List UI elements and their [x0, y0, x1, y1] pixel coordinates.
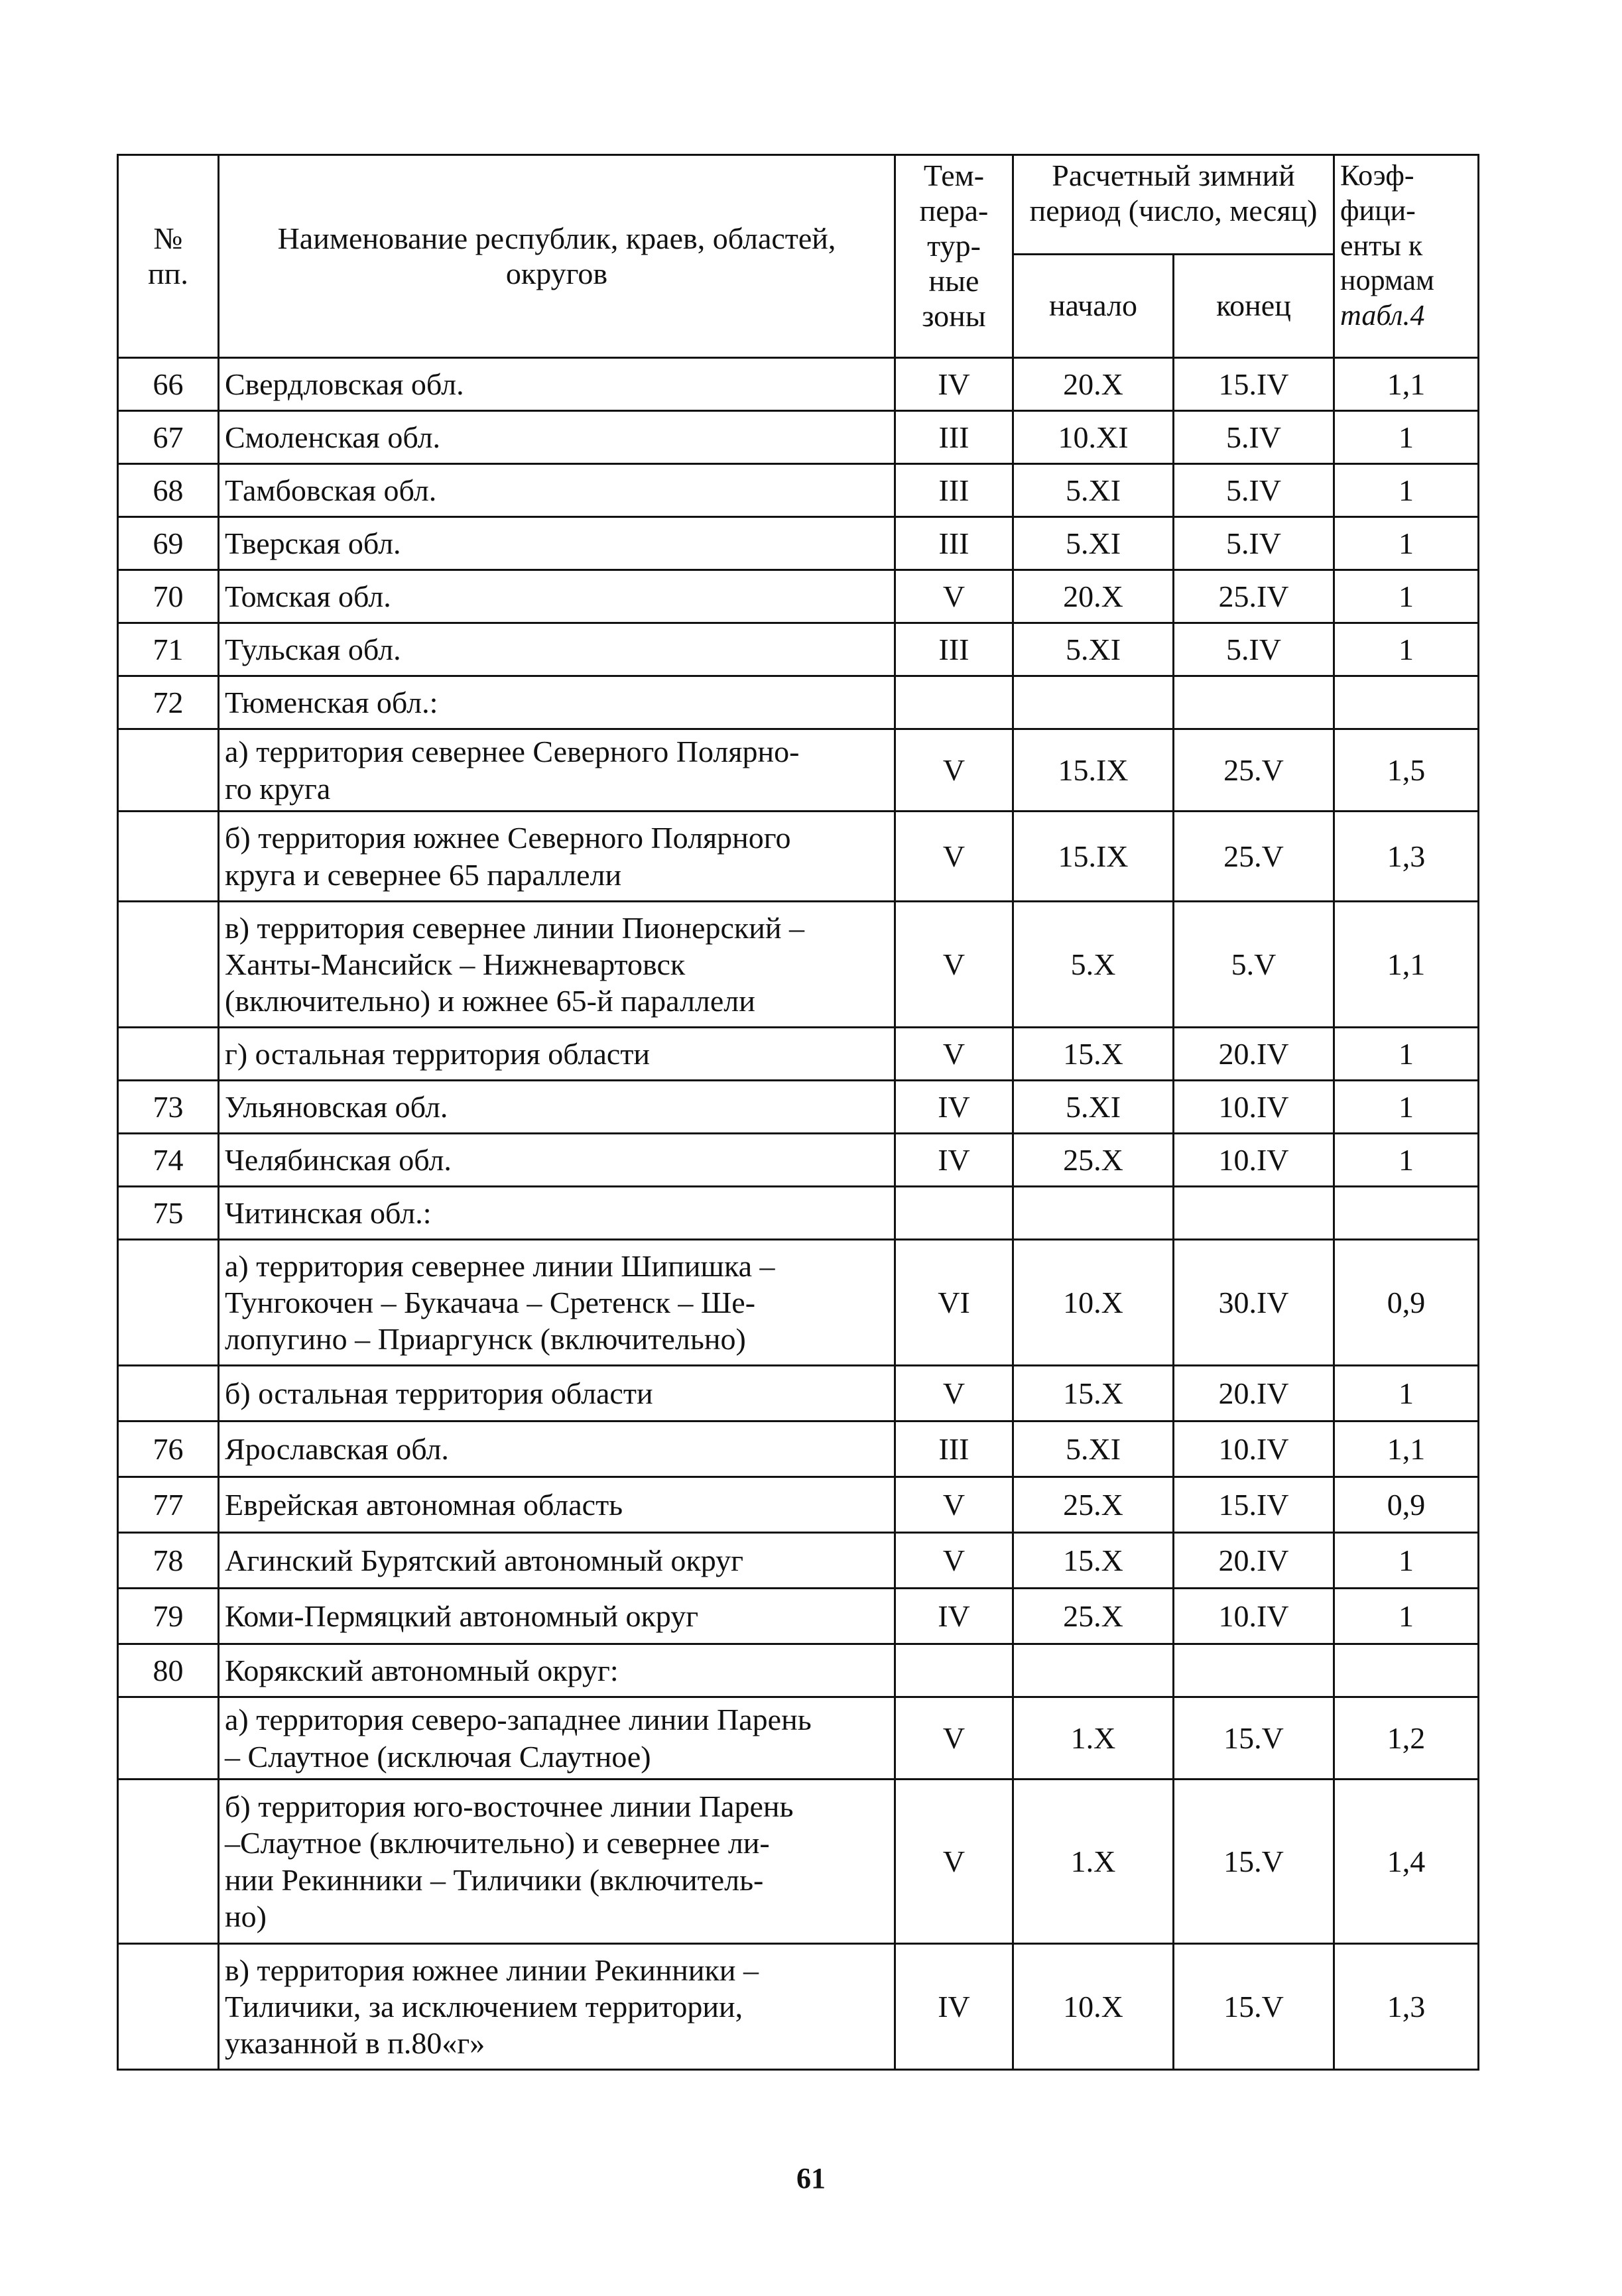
row-period-start: 5.XI: [1013, 1081, 1174, 1134]
row-period-start: 15.IX: [1013, 812, 1174, 902]
row-name: б) территория юго-восточнее линии Парень –Слаутное (включительно) и севернее ли- нии Рекинники – Тиличики (включитель- но): [219, 1780, 895, 1944]
row-temp-zone: IV: [895, 1134, 1013, 1187]
row-temp-zone: V: [895, 812, 1013, 902]
row-period-start: 25.X: [1013, 1134, 1174, 1187]
table-row: [118, 517, 1479, 570]
row-number: 78: [118, 1533, 219, 1589]
row-temp-zone: V: [895, 1780, 1013, 1944]
row-temp-zone: IV: [895, 1589, 1013, 1644]
row-coefficient: [1334, 1644, 1479, 1697]
row-name: Читинская обл.:: [219, 1187, 895, 1240]
row-name: Свердловская обл.: [219, 358, 895, 411]
row-temp-zone: IV: [895, 1944, 1013, 2070]
header-winter-period: Расчетный зимний период (число, месяц): [1013, 155, 1334, 255]
row-period-end: [1174, 1644, 1334, 1697]
row-number: 72: [118, 676, 219, 729]
header-name: Наименование республик, краев, областей, округов: [219, 155, 895, 358]
row-number: [118, 812, 219, 902]
header-temp-zones: Тем- пера- тур- ные зоны: [895, 155, 1013, 358]
row-number: 67: [118, 411, 219, 464]
row-period-end: 15.IV: [1174, 1477, 1334, 1533]
row-number: 76: [118, 1421, 219, 1477]
row-period-start: [1013, 1644, 1174, 1697]
row-period-end: [1174, 676, 1334, 729]
table-row: [118, 1240, 1479, 1366]
row-period-end: 20.IV: [1174, 1533, 1334, 1589]
row-period-end: 5.IV: [1174, 623, 1334, 676]
row-temp-zone: III: [895, 1421, 1013, 1477]
row-name: Коми-Пермяцкий автономный округ: [219, 1589, 895, 1644]
row-number: 69: [118, 517, 219, 570]
row-temp-zone: V: [895, 1366, 1013, 1421]
row-coefficient: 1: [1334, 1081, 1479, 1134]
row-period-start: 20.X: [1013, 570, 1174, 623]
row-name: Тульская обл.: [219, 623, 895, 676]
table-row: [118, 411, 1479, 464]
row-number: 66: [118, 358, 219, 411]
row-period-end: 5.V: [1174, 902, 1334, 1028]
row-name: Еврейская автономная область: [219, 1477, 895, 1533]
row-name: Тверская обл.: [219, 517, 895, 570]
header-coef-table-ref: табл.4: [1340, 299, 1425, 332]
table-row: [118, 1366, 1479, 1421]
row-number: 68: [118, 464, 219, 517]
row-temp-zone: VI: [895, 1240, 1013, 1366]
row-coefficient: 1,3: [1334, 1944, 1479, 2070]
header-num: № пп.: [118, 155, 219, 358]
row-number: 75: [118, 1187, 219, 1240]
row-period-end: 15.V: [1174, 1697, 1334, 1780]
row-name: б) остальная территория области: [219, 1366, 895, 1421]
row-number: 71: [118, 623, 219, 676]
row-period-end: 15.IV: [1174, 358, 1334, 411]
row-name: а) территория северо-западнее линии Парень – Слаутное (исключая Слаутное): [219, 1697, 895, 1780]
row-number: [118, 1697, 219, 1780]
row-name: а) территория севернее линии Шипишка – Тунгокочен – Букачача – Сретенск – Ше- лопугино – Приаргунск (включительно): [219, 1240, 895, 1366]
row-period-end: 10.IV: [1174, 1081, 1334, 1134]
row-period-end: 15.V: [1174, 1944, 1334, 2070]
row-period-end: 10.IV: [1174, 1589, 1334, 1644]
row-number: [118, 1240, 219, 1366]
row-name: Ульяновская обл.: [219, 1081, 895, 1134]
row-period-end: 5.IV: [1174, 464, 1334, 517]
row-period-end: 15.V: [1174, 1780, 1334, 1944]
row-temp-zone: V: [895, 1697, 1013, 1780]
row-period-start: [1013, 676, 1174, 729]
row-coefficient: 1: [1334, 1134, 1479, 1187]
row-period-start: 1.X: [1013, 1697, 1174, 1780]
row-period-end: 10.IV: [1174, 1421, 1334, 1477]
row-coefficient: 1: [1334, 570, 1479, 623]
row-temp-zone: [895, 676, 1013, 729]
row-coefficient: 1,2: [1334, 1697, 1479, 1780]
row-temp-zone: IV: [895, 1081, 1013, 1134]
row-temp-zone: V: [895, 1533, 1013, 1589]
row-coefficient: 1,1: [1334, 902, 1479, 1028]
row-period-start: [1013, 1187, 1174, 1240]
row-name: Ярославская обл.: [219, 1421, 895, 1477]
table-row: [118, 1421, 1479, 1477]
header-coefficients: [1334, 155, 1479, 358]
table-row: [118, 570, 1479, 623]
row-name: Челябинская обл.: [219, 1134, 895, 1187]
row-coefficient: 1: [1334, 517, 1479, 570]
row-period-end: 25.V: [1174, 729, 1334, 812]
row-coefficient: 1: [1334, 1533, 1479, 1589]
row-period-start: 5.XI: [1013, 464, 1174, 517]
row-name: а) территория севернее Северного Полярно- го круга: [219, 729, 895, 812]
header-coef-main: Коэф- фици- енты к нормам: [1340, 159, 1434, 297]
table-row: [118, 1028, 1479, 1081]
header-start: начало: [1013, 255, 1174, 358]
table-row: [118, 812, 1479, 902]
row-period-end: 10.IV: [1174, 1134, 1334, 1187]
row-period-end: 5.IV: [1174, 411, 1334, 464]
row-coefficient: 1: [1334, 1366, 1479, 1421]
row-period-end: 25.V: [1174, 812, 1334, 902]
table-body: [118, 358, 1479, 2070]
row-period-start: 25.X: [1013, 1477, 1174, 1533]
row-name: Смоленская обл.: [219, 411, 895, 464]
table-row: [118, 358, 1479, 411]
table-row: [118, 1644, 1479, 1697]
row-coefficient: 1,1: [1334, 1421, 1479, 1477]
row-period-start: 10.X: [1013, 1944, 1174, 2070]
row-name: Тамбовская обл.: [219, 464, 895, 517]
row-number: 80: [118, 1644, 219, 1697]
header-end: конец: [1174, 255, 1334, 358]
table-row: [118, 729, 1479, 812]
row-period-start: 15.IX: [1013, 729, 1174, 812]
row-number: 74: [118, 1134, 219, 1187]
table-row: [118, 464, 1479, 517]
table-row: [118, 1081, 1479, 1134]
row-number: [118, 1944, 219, 2070]
page-number: 61: [796, 2162, 826, 2195]
row-period-end: 20.IV: [1174, 1028, 1334, 1081]
row-period-start: 5.X: [1013, 902, 1174, 1028]
row-coefficient: 0,9: [1334, 1477, 1479, 1533]
row-coefficient: 1,4: [1334, 1780, 1479, 1944]
row-period-start: 5.XI: [1013, 517, 1174, 570]
row-temp-zone: III: [895, 464, 1013, 517]
row-period-end: [1174, 1187, 1334, 1240]
table-row: [118, 1780, 1479, 1944]
row-period-start: 15.X: [1013, 1533, 1174, 1589]
row-period-end: 25.IV: [1174, 570, 1334, 623]
row-coefficient: [1334, 676, 1479, 729]
row-period-start: 15.X: [1013, 1366, 1174, 1421]
climate-zones-table: [117, 154, 1479, 2071]
row-period-end: 30.IV: [1174, 1240, 1334, 1366]
row-coefficient: 0,9: [1334, 1240, 1479, 1366]
row-temp-zone: V: [895, 570, 1013, 623]
row-coefficient: 1,3: [1334, 812, 1479, 902]
row-number: 79: [118, 1589, 219, 1644]
row-period-start: 1.X: [1013, 1780, 1174, 1944]
row-temp-zone: [895, 1644, 1013, 1697]
row-name: Томская обл.: [219, 570, 895, 623]
row-period-start: 15.X: [1013, 1028, 1174, 1081]
row-coefficient: 1: [1334, 464, 1479, 517]
row-coefficient: 1,1: [1334, 358, 1479, 411]
row-period-start: 5.XI: [1013, 623, 1174, 676]
row-temp-zone: [895, 1187, 1013, 1240]
row-number: 73: [118, 1081, 219, 1134]
row-temp-zone: V: [895, 729, 1013, 812]
row-number: [118, 1366, 219, 1421]
table-row: [118, 676, 1479, 729]
row-coefficient: 1,5: [1334, 729, 1479, 812]
table-row: [118, 1944, 1479, 2070]
row-coefficient: 1: [1334, 1589, 1479, 1644]
row-coefficient: [1334, 1187, 1479, 1240]
table-row: [118, 1134, 1479, 1187]
table-row: [118, 902, 1479, 1028]
row-coefficient: 1: [1334, 1028, 1479, 1081]
row-name: в) территория южнее линии Рекинники – Тиличики, за исключением территории, указанной в п.80«г»: [219, 1944, 895, 2070]
row-coefficient: 1: [1334, 623, 1479, 676]
row-temp-zone: III: [895, 411, 1013, 464]
row-name: Корякский автономный округ:: [219, 1644, 895, 1697]
row-name: в) территория севернее линии Пионерский – Ханты-Мансийск – Нижневартовск (включительно) и южнее 65-й параллели: [219, 902, 895, 1028]
row-name: Агинский Бурятский автономный округ: [219, 1533, 895, 1589]
row-number: 70: [118, 570, 219, 623]
row-number: [118, 1780, 219, 1944]
table-row: [118, 1533, 1479, 1589]
row-temp-zone: V: [895, 1028, 1013, 1081]
row-period-end: 20.IV: [1174, 1366, 1334, 1421]
row-name: Тюменская обл.:: [219, 676, 895, 729]
row-number: [118, 1028, 219, 1081]
row-name: г) остальная территория области: [219, 1028, 895, 1081]
table-row: [118, 623, 1479, 676]
row-temp-zone: V: [895, 1477, 1013, 1533]
row-period-start: 10.X: [1013, 1240, 1174, 1366]
row-number: [118, 902, 219, 1028]
table-row: [118, 1589, 1479, 1644]
row-period-start: 5.XI: [1013, 1421, 1174, 1477]
row-period-start: 10.XI: [1013, 411, 1174, 464]
row-number: 77: [118, 1477, 219, 1533]
table-row: [118, 1187, 1479, 1240]
row-name: б) территория южнее Северного Полярного круга и севернее 65 параллели: [219, 812, 895, 902]
table-row: [118, 1697, 1479, 1780]
row-period-end: 5.IV: [1174, 517, 1334, 570]
row-temp-zone: III: [895, 623, 1013, 676]
row-period-start: 20.X: [1013, 358, 1174, 411]
row-period-start: 25.X: [1013, 1589, 1174, 1644]
row-number: [118, 729, 219, 812]
row-coefficient: 1: [1334, 411, 1479, 464]
table-row: [118, 1477, 1479, 1533]
row-temp-zone: III: [895, 517, 1013, 570]
row-temp-zone: IV: [895, 358, 1013, 411]
row-temp-zone: V: [895, 902, 1013, 1028]
